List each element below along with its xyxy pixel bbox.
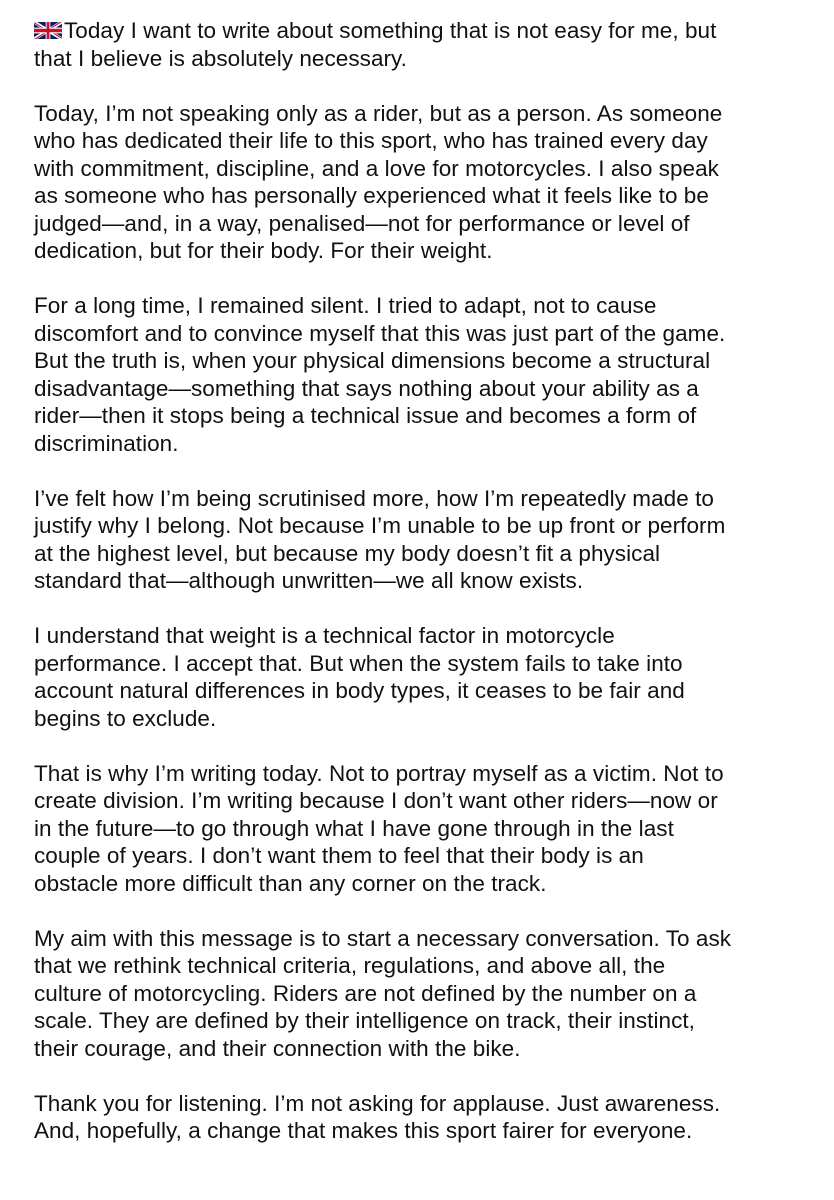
paragraph-3: For a long time, I remained silent. I tried to adapt, not to cause discomfort and to convince myself that this was just part of the game. But the truth is, when your physical dimensions become a structural disadvantage—something that says nothing about your ability as a rider—then it stops being a technical issue and becomes a form of discrimination. (34, 293, 726, 456)
paragraph-intro (34, 17, 820, 72)
paragraph-2: Today, I’m not speaking only as a rider, but as a person. As someone who has dedicated their life to this sport, who has trained every day with commitment, discipline, and a love for motorcycles. I also speak as someone who has personally experienced what it feels like to be judged—and, in a way, penalised—not for performance or level of dedication, but for their body. For their weight. (34, 100, 723, 263)
paragraph-4: I’ve felt how I’m being scrutinised more, how I’m repeatedly made to justify why I belong. Not because I’m unable to be up front or perform at the highest level, but because my body doesn’t fit a physical standard that—although unwritten—we all know exists. (34, 485, 726, 593)
paragraph-5: I understand that weight is a technical factor in motorcycle performance. I accept that. But when the system fails to take into account natural differences in body types, it ceases to be fair and begins to exclude. (34, 623, 685, 731)
paragraph-7: My aim with this message is to start a necessary conversation. To ask that we rethink technical criteria, regulations, and above all, the culture of motorcycling. Riders are not defined by the number on a scale. They are defined by their intelligence on track, their instinct, their courage, and their connection with the bike. (34, 925, 732, 1061)
paragraph-intro-text: Today I want to write about something that is not easy for me, but that I believe is absolutely necessary. (34, 18, 717, 71)
paragraph-8: Thank you for listening. I’m not asking for applause. Just awareness. And, hopefully, a change that makes this sport fairer for everyone. (34, 1090, 721, 1143)
uk-flag-icon (34, 22, 62, 39)
paragraph-6: That is why I’m writing today. Not to portray myself as a victim. Not to create division. I’m writing because I don’t want other riders—now or in the future—to go through what I have gone through in the last couple of years. I don’t want them to feel that their body is an obstacle more difficult than any corner on the track. (34, 760, 724, 896)
